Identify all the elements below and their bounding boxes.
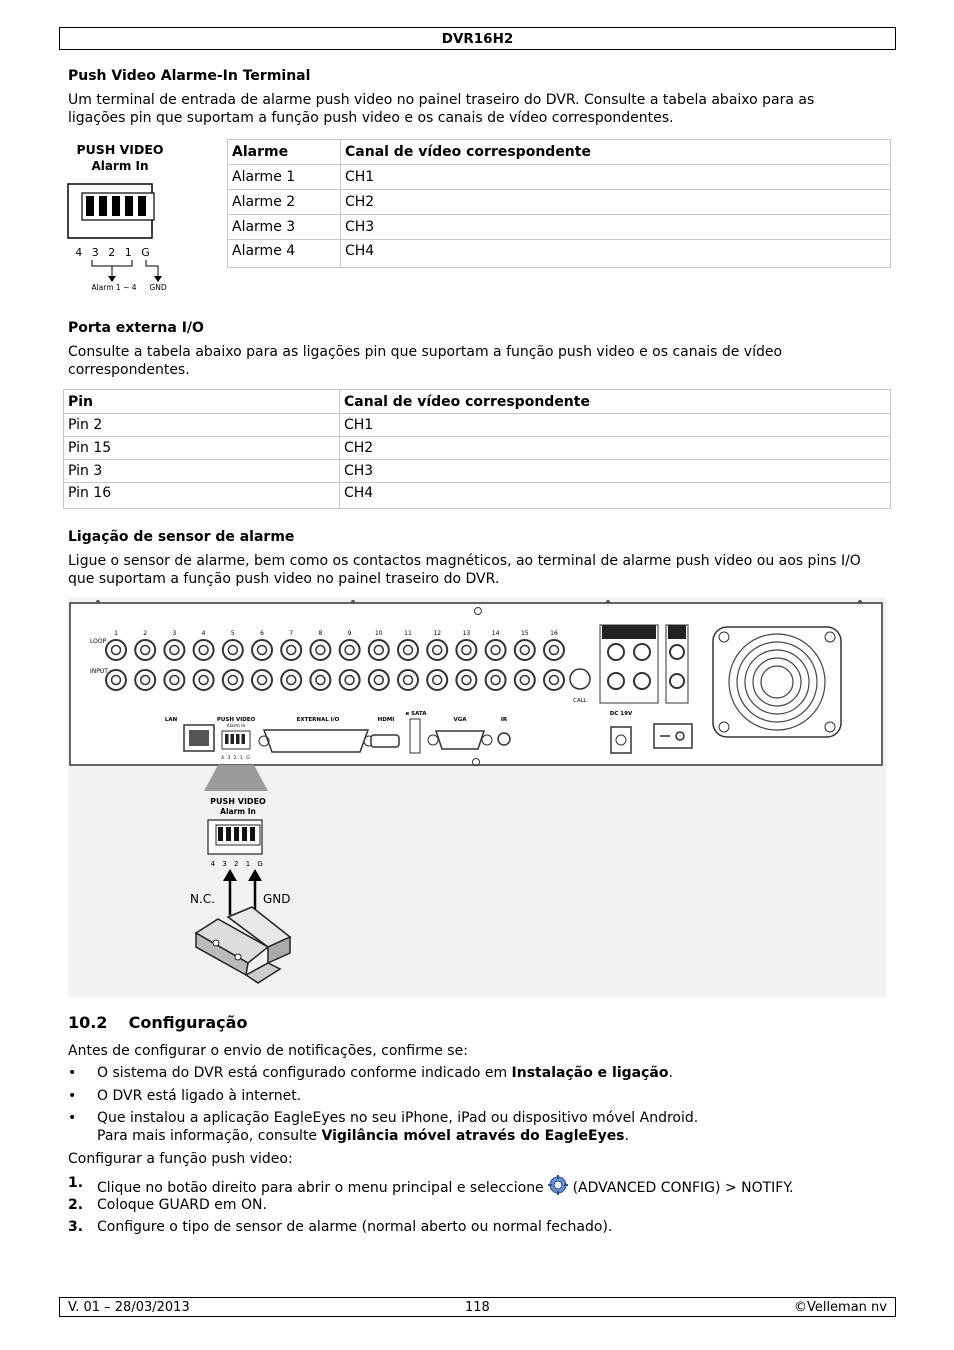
- external-io-port: [264, 730, 368, 752]
- table-cell: CH3: [340, 460, 891, 483]
- bnc-pin: [258, 676, 267, 685]
- table-row: [64, 460, 891, 483]
- io-table: [63, 389, 891, 509]
- table-header-cell: Alarme: [228, 140, 341, 165]
- footer-page-number: 118: [465, 1300, 490, 1315]
- bnc-pin: [550, 646, 559, 655]
- channel-number-label: 11: [404, 630, 412, 637]
- channel-number-label: 13: [462, 630, 471, 637]
- bullet-text-line2: Para mais informação, consulte: [97, 1128, 322, 1144]
- zoom-title: PUSH VIDEO: [210, 797, 266, 806]
- alarm-range-label: Alarm 1 ~ 4: [91, 283, 137, 292]
- bullet-suffix: .: [668, 1065, 673, 1081]
- table-cell: CH2: [341, 190, 891, 215]
- steps-intro: Configurar a função push video:: [68, 1151, 293, 1167]
- bnc-pin: [199, 676, 208, 685]
- section-title: Configuração: [128, 1013, 248, 1032]
- bnc-pin: [199, 646, 208, 655]
- section-number: 10.2: [68, 1013, 108, 1032]
- table-header-row: [64, 390, 891, 414]
- loop-label: LOOP: [90, 638, 107, 645]
- bnc-pin: [550, 676, 559, 685]
- io-heading: Porta externa I/O: [68, 320, 204, 336]
- bullet-icon: •: [68, 1110, 77, 1126]
- bullet-text: Que instalou a aplicação EagleEyes no seu iPhone, iPad ou dispositivo móvel Android.: [97, 1110, 699, 1126]
- bnc-pin: [404, 676, 413, 685]
- push-video-panel-label: PUSH VIDEO: [216, 717, 256, 723]
- input-label: INPUT: [90, 668, 108, 675]
- step-text: Coloque GUARD em ON.: [97, 1197, 267, 1213]
- bnc-pin: [345, 646, 354, 655]
- terminal-subtitle: Alarm In: [91, 159, 149, 173]
- bnc-pin: [433, 676, 442, 685]
- dc-label: DC 19V: [609, 711, 633, 717]
- power-port: [611, 727, 631, 753]
- channel-number-label: 12: [433, 630, 442, 637]
- channel-number-label: 9: [347, 630, 352, 637]
- table-header-row: [228, 140, 891, 165]
- table-cell: Pin 15: [64, 437, 340, 460]
- table-header-cell: Canal de vídeo correspondente: [340, 390, 891, 414]
- config-intro: Antes de configurar o envio de notificações, confirme se:: [68, 1043, 468, 1059]
- call-connector: [570, 669, 590, 689]
- bnc-pin: [228, 646, 237, 655]
- step-number: 3.: [68, 1219, 84, 1235]
- pin-slot: [125, 196, 133, 216]
- bnc-pin: [491, 646, 500, 655]
- bnc-pin: [112, 646, 121, 655]
- table-row: [228, 165, 891, 190]
- model-title: DVR16H2: [441, 31, 514, 47]
- bnc-pin: [433, 646, 442, 655]
- channel-number-label: 6: [260, 630, 264, 637]
- table-cell: Alarme 4: [228, 240, 341, 268]
- hdmi-port: [371, 735, 399, 747]
- bnc-pin: [462, 646, 471, 655]
- table-cell: Alarme 1: [228, 165, 341, 190]
- step-text: Configure o tipo de sensor de alarme (normal aberto ou normal fechado).: [97, 1219, 613, 1235]
- bnc-pin: [141, 676, 150, 685]
- channel-number-label: 5: [230, 630, 235, 637]
- table-row: [228, 240, 891, 268]
- gnd-zoom-label: GND: [263, 892, 291, 906]
- panel-pin-labels: 4 3 2 1 G: [221, 756, 251, 761]
- bullet-icon: •: [68, 1088, 77, 1104]
- bnc-pin: [520, 676, 529, 685]
- bnc-pin: [491, 676, 500, 685]
- bnc-pin: [345, 676, 354, 685]
- channel-number-label: 16: [550, 630, 558, 637]
- table-header-cell: Canal de vídeo correspondente: [341, 140, 891, 165]
- gnd-bracket: [146, 260, 158, 276]
- bnc-pin: [258, 646, 267, 655]
- ir-port: [498, 733, 510, 745]
- table-row: [64, 483, 891, 509]
- sensor-heading: Ligação de sensor de alarme: [68, 529, 295, 545]
- esata-label: e SATA: [405, 711, 427, 717]
- channel-number-label: 15: [520, 630, 529, 637]
- table-cell: CH1: [341, 165, 891, 190]
- bnc-pin: [462, 676, 471, 685]
- table-row: [228, 190, 891, 215]
- lan-label: LAN: [164, 717, 178, 723]
- bnc-pin: [141, 646, 150, 655]
- channel-number-label: 2: [143, 630, 148, 637]
- channel-number-label: 14: [491, 630, 500, 637]
- bullet-suffix: .: [624, 1128, 629, 1144]
- channel-number-label: 1: [114, 630, 118, 637]
- bullet-bold: Vigilância móvel através do EagleEyes: [321, 1128, 625, 1144]
- vga-port: [436, 731, 484, 749]
- step-text: Clique no botão direito para abrir o menu principal e seleccione: [97, 1180, 549, 1196]
- dvr-rear-panel-figure: [68, 597, 886, 997]
- gnd-arrow: [154, 276, 162, 282]
- bnc-pin: [374, 646, 383, 655]
- alarm-table: [227, 139, 891, 268]
- gnd-label: GND: [149, 283, 167, 292]
- step-text-suffix: (ADVANCED CONFIG) > NOTIFY.: [568, 1180, 794, 1196]
- bnc-pin: [170, 646, 179, 655]
- pin-labels: 4 3 2 1 G: [75, 246, 153, 259]
- esata-port: [410, 719, 420, 753]
- footer-version: V. 01 – 28/03/2013: [68, 1300, 190, 1315]
- bnc-pin: [316, 646, 325, 655]
- ir-label: IR: [500, 717, 508, 723]
- step-number: 1.: [68, 1175, 84, 1191]
- hdmi-label: HDMI: [377, 717, 395, 723]
- table-cell: CH1: [340, 414, 891, 437]
- pin-slot: [99, 196, 107, 216]
- bnc-pin: [287, 646, 296, 655]
- vga-label: VGA: [453, 717, 467, 723]
- power-switch: [654, 724, 692, 748]
- channel-number-label: 4: [201, 630, 206, 637]
- channel-number-label: 3: [172, 630, 177, 637]
- bnc-pin: [287, 676, 296, 685]
- push-video-terminal-figure: [62, 138, 222, 298]
- table-row: [64, 414, 891, 437]
- footer-brand: ©Velleman nv: [793, 1300, 887, 1315]
- table-header-cell: Pin: [64, 390, 340, 414]
- table-cell: CH2: [340, 437, 891, 460]
- sensor-paragraph: Ligue o sensor de alarme, bem como os contactos magnéticos, ao terminal de alarme push video ou aos pins I/O que suportam a função push video no painel traseiro do DVR.: [68, 553, 861, 587]
- table-cell: Pin 3: [64, 460, 340, 483]
- bnc-pin: [112, 676, 121, 685]
- bullet-text: O DVR está ligado à internet.: [97, 1088, 302, 1104]
- table-row: [228, 215, 891, 240]
- io-paragraph: Consulte a tabela abaixo para as ligações pin que suportam a função push video e os canais de vídeo correspondentes.: [68, 344, 783, 378]
- section-heading: [68, 1013, 247, 1032]
- bnc-pin: [170, 676, 179, 685]
- bullet-text: O sistema do DVR está configurado conforme indicado em: [97, 1065, 512, 1081]
- external-io-label: EXTERNAL I/O: [296, 717, 340, 723]
- pin-slot: [86, 196, 94, 216]
- page-footer: [59, 1297, 896, 1317]
- table-cell: Pin 16: [64, 483, 340, 509]
- page-header: [59, 27, 896, 50]
- terminal-title: PUSH VIDEO: [76, 142, 164, 157]
- alarm-bracket: [92, 260, 132, 276]
- pin-slot: [112, 196, 120, 216]
- alarm-in-panel-label: Alarm In: [226, 724, 246, 729]
- bnc-pin: [374, 676, 383, 685]
- nc-label: N.C.: [190, 892, 215, 906]
- channel-number-label: 8: [318, 630, 323, 637]
- table-cell: Alarme 2: [228, 190, 341, 215]
- table-cell: CH4: [340, 483, 891, 509]
- bullet-icon: •: [68, 1065, 77, 1081]
- table-cell: CH3: [341, 215, 891, 240]
- bnc-pin: [316, 676, 325, 685]
- push-video-paragraph: Um terminal de entrada de alarme push video no painel traseiro do DVR. Consulte a tabela abaixo para as ligações pin que suportam a função push video e os canais de vídeo correspondentes.: [68, 92, 815, 126]
- push-video-heading: Push Video Alarme-In Terminal: [68, 68, 311, 84]
- table-cell: Alarme 3: [228, 215, 341, 240]
- pin-slot: [138, 196, 146, 216]
- zoom-pin-labels: 4 3 2 1 G: [210, 860, 266, 868]
- step-number: 2.: [68, 1197, 84, 1213]
- bnc-pin: [520, 646, 529, 655]
- table-row: [64, 437, 891, 460]
- zoom-subtitle: Alarm In: [220, 807, 256, 816]
- channel-number-label: 10: [374, 630, 383, 637]
- table-cell: Pin 2: [64, 414, 340, 437]
- call-label: CALL: [573, 698, 587, 704]
- gear-icon: [548, 1175, 568, 1195]
- bullet-bold: Instalação e ligação: [511, 1065, 669, 1081]
- table-cell: CH4: [341, 240, 891, 268]
- fan-grille: [713, 627, 841, 737]
- channel-number-label: 7: [289, 630, 294, 637]
- bnc-pin: [228, 676, 237, 685]
- bnc-pin: [404, 646, 413, 655]
- alarm-arrow: [108, 276, 116, 282]
